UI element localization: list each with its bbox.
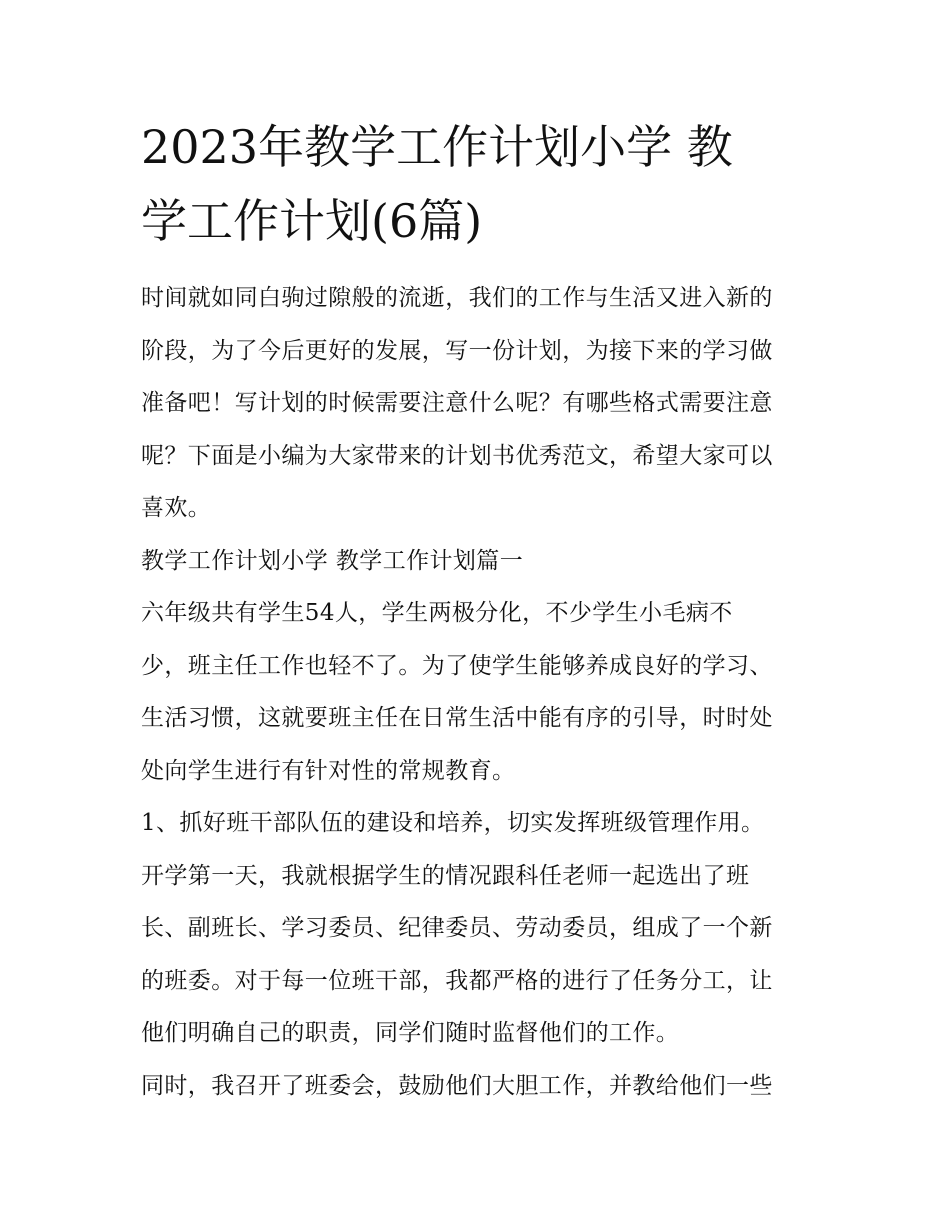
body-line: 少，班主任工作也轻不了。为了使学生能够养成良好的学习、 bbox=[141, 652, 773, 679]
body-line: 六年级共有学生54人，学生两极分化，不少学生小毛病不 bbox=[141, 600, 733, 626]
body-line: 时间就如同白驹过隙般的流逝，我们的工作与生活又进入新的 bbox=[141, 285, 773, 311]
body-line: 的班委。对于每一位班干部，我都严格的进行了任务分工，让 bbox=[141, 967, 773, 994]
body-line: 生活习惯，这就要班主任在日常生活中能有序的引导，时时处 bbox=[141, 705, 773, 731]
body-line: 喜欢。 bbox=[141, 495, 212, 521]
document-body bbox=[141, 272, 813, 1112]
body-line: 他们明确自己的职责，同学们随时监督他们的工作。 bbox=[141, 1020, 680, 1046]
document-page bbox=[141, 110, 813, 1112]
document-title bbox=[141, 110, 813, 258]
body-line: 长、副班长、学习委员、纪律委员、劳动委员，组成了一个新 bbox=[141, 915, 773, 941]
body-line: 准备吧！写计划的时候需要注意什么呢？有哪些格式需要注意 bbox=[141, 390, 773, 416]
body-line: 阶段，为了今后更好的发展，写一份计划，为接下来的学习做 bbox=[141, 337, 773, 364]
body-line: 呢？下面是小编为大家带来的计划书优秀范文，希望大家可以 bbox=[141, 442, 773, 469]
body-line: 开学第一天，我就根据学生的情况跟科任老师一起选出了班 bbox=[141, 862, 750, 889]
list-item-heading: 1、抓好班干部队伍的建设和培养，切实发挥班级管理作用。 bbox=[141, 810, 765, 836]
body-line: 同时，我召开了班委会，鼓励他们大胆工作，并教给他们一些 bbox=[141, 1072, 773, 1099]
body-line: 处向学生进行有针对性的常规教育。 bbox=[141, 757, 516, 784]
title-line: 2023年教学工作计划小学 教 bbox=[141, 120, 733, 174]
title-line: 学工作计划(6篇) bbox=[141, 194, 483, 248]
section-heading: 教学工作计划小学 教学工作计划篇一 bbox=[141, 547, 524, 574]
